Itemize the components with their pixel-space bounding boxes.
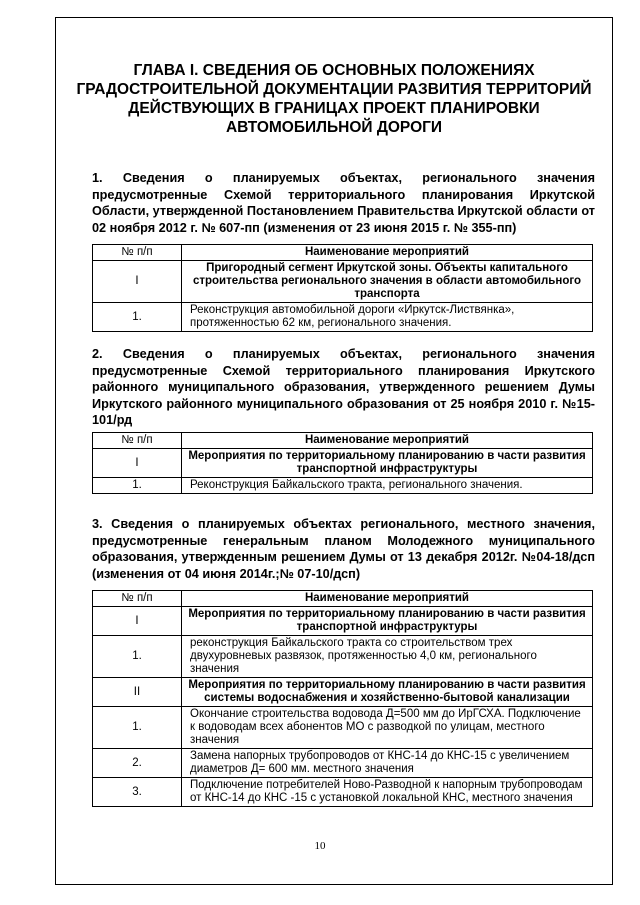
section-1-table — [92, 244, 593, 332]
row-num: 2. — [93, 749, 182, 778]
col-name-header: Наименование мероприятий — [182, 245, 593, 261]
section-3-heading: 3. Сведения о планируемых объектах регионального, местного значения, предусмотренные генеральным планом Молодежного муниципального образования, утвержденным решением Думы от 13 декабря 2012г. №04-18/дсп (изменения от 04 июня 2014г.;№ 07-10/дсп) — [92, 517, 595, 581]
table-header-row — [93, 591, 593, 607]
col-name-header: Наименование мероприятий — [182, 591, 593, 607]
row-num: 1. — [93, 303, 182, 332]
table-row — [93, 478, 593, 494]
row-text: Мероприятия по территориальному планированию в части развития транспортной инфраструктуры — [182, 607, 593, 636]
row-num: I — [93, 261, 182, 303]
table-row — [93, 678, 593, 707]
row-text: Реконструкция Байкальского тракта, регионального значения. — [182, 478, 593, 494]
table-row — [93, 707, 593, 749]
table-row — [93, 607, 593, 636]
col-num-header: № п/п — [93, 433, 182, 449]
row-num: II — [93, 678, 182, 707]
row-num: I — [93, 449, 182, 478]
row-text: Окончание строительства водовода Д=500 мм до ИрГСХА. Подключение к водоводам всех абонентов МО с разводкой по улицам, местного значения — [182, 707, 593, 749]
table-row — [93, 778, 593, 807]
row-num: I — [93, 607, 182, 636]
section-3-table — [92, 590, 593, 807]
row-text: реконструкция Байкальского тракта со строительством трех двухуровневых развязок, протяженностью 4,0 км, регионального значения — [182, 636, 593, 678]
row-text: Замена напорных трубопроводов от КНС-14 до КНС-15 с увеличением диаметров Д= 600 мм. местного значения — [182, 749, 593, 778]
col-name-header: Наименование мероприятий — [182, 433, 593, 449]
section-2-table — [92, 432, 593, 494]
page-number: 10 — [314, 840, 326, 852]
row-text: Реконструкция автомобильной дороги «Иркутск-Листвянка», протяженностью 62 км, регионального значения. — [182, 303, 593, 332]
table-row — [93, 303, 593, 332]
table-row — [93, 449, 593, 478]
row-num: 1. — [93, 636, 182, 678]
row-num: 1. — [93, 707, 182, 749]
chapter-title: ГЛАВА I. СВЕДЕНИЯ ОБ ОСНОВНЫХ ПОЛОЖЕНИЯХ ГРАДОСТРОИТЕЛЬНОЙ ДОКУМЕНТАЦИИ РАЗВИТИЯ ТЕРРИТОРИЙ ДЕЙСТВУЮЩИХ В ГРАНИЦАХ ПРОЕКТ ПЛАНИРОВКИ АВТОМОБИЛЬНОЙ ДОРОГИ — [76, 62, 592, 136]
row-num: 3. — [93, 778, 182, 807]
table-row — [93, 749, 593, 778]
row-text: Мероприятия по территориальному планированию в части развития системы водоснабжения и хозяйственно-бытовой канализации — [182, 678, 593, 707]
col-num-header: № п/п — [93, 245, 182, 261]
table-header-row — [93, 245, 593, 261]
row-text: Подключение потребителей Ново-Разводной к напорным трубопроводам от КНС-14 до КНС -15 с установкой локальной КНС, местного значения — [182, 778, 593, 807]
table-header-row — [93, 433, 593, 449]
row-num: 1. — [93, 478, 182, 494]
table-row — [93, 636, 593, 678]
col-num-header: № п/п — [93, 591, 182, 607]
row-text: Пригородный сегмент Иркутской зоны. Объекты капитального строительства регионального значения в области автомобильного транспорта — [182, 261, 593, 303]
row-text: Мероприятия по территориальному планированию в части развития транспортной инфраструктуры — [182, 449, 593, 478]
section-2-heading: 2. Сведения о планируемых объектах, регионального значения предусмотренные Схемой территориального планирования Иркутского районного муниципального образования, утвержденного решением Думы Иркутского районного муниципального образования от 25 ноября 2010 г. №15-101/рд — [92, 347, 595, 427]
section-1-heading: 1. Сведения о планируемых объектах, регионального значения предусмотренные Схемой территориального планирования Иркутской Области, утвержденной Постановлением Правительства Иркутской области от 02 ноября 2012 г. № 607-пп (изменения от 23 июня 2015 г. № 355-пп) — [92, 171, 595, 235]
table-row — [93, 261, 593, 303]
